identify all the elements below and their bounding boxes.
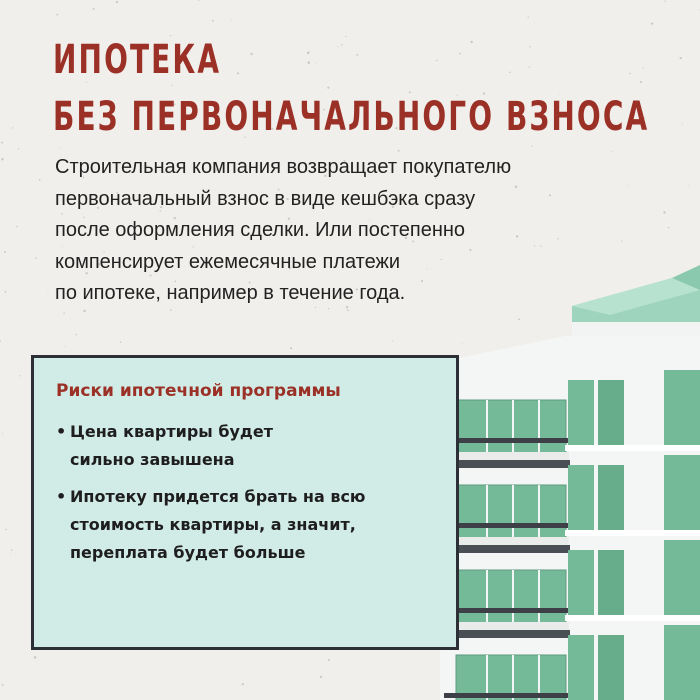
risk-item-line: переплата будет больше <box>70 543 306 562</box>
risk-item-line: Ипотеку придется брать на всю <box>70 487 366 506</box>
description-line: первоначальный взнос в виде кешбэка сразу <box>55 187 476 210</box>
description-line: после оформления сделки. Или постепенно <box>55 219 466 241</box>
description-line: по ипотеке, например в течение года. <box>55 282 406 304</box>
description-line: компенсирует ежемесячные платежи <box>55 250 401 273</box>
description-line: Строительная компания возвращает покупателю <box>55 156 512 178</box>
page-title-line-1: ИПОТЕКА <box>53 37 222 83</box>
risks-card <box>31 355 459 650</box>
risks-list <box>56 418 446 576</box>
risk-item <box>56 483 446 567</box>
risk-item-line: стоимость квартиры, а значит, <box>70 515 356 534</box>
bullet-icon: • <box>56 422 67 441</box>
risks-title: Риски ипотечной программы <box>56 381 341 401</box>
risk-item <box>56 418 446 474</box>
risk-item-line: сильно завышена <box>70 450 235 469</box>
page-title-line-2: БЕЗ ПЕРВОНАЧАЛЬНОГО ВЗНОСА <box>53 94 650 140</box>
risk-item-line: Цена квартиры будет <box>70 422 273 441</box>
bullet-icon: • <box>56 487 67 506</box>
